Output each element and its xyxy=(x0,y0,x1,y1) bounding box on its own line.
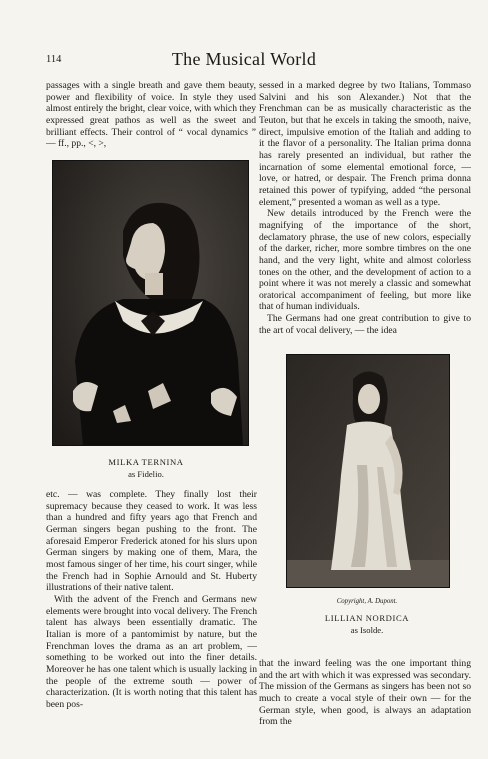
column-left-bottom xyxy=(46,489,257,755)
caption-ternina xyxy=(86,456,206,480)
column-right-bottom xyxy=(259,658,471,758)
paragraph: that the inward feeling was the one important thing and the art with which it was expressed was secondary. The mission of the Germans as singers has been not so much to create a vocal style of their own — for the German style, when good, is always an adaptation from the xyxy=(259,658,471,728)
page-number: 114 xyxy=(46,54,62,65)
caption-role: as Isolde. xyxy=(350,625,384,635)
paragraph: The Germans had one great contribution to give to the art of vocal delivery, — the idea xyxy=(259,313,471,336)
caption-nordica xyxy=(300,597,434,636)
paragraph: etc. — was complete. They finally lost their supremacy because they ceased to work. It was less than a hundred and fifty years ago that French and German singers began pushing to the front. The aforesaid Emperor Frederick atoned for his slurs upon German singers by making one of them, Mara, the most famous singer of her time, his court singer, while the French had in Sophie Arnould and St. Huberty illustrations of their native talent. xyxy=(46,489,257,594)
portrait-figure-nordica xyxy=(287,355,449,587)
paragraph: sessed in a marked degree by two Italians, Tommaso Salvini and his son Alexander.) Not that the Frenchman can be as musically characteristic as the Teuton, but that he excels in taking the smooth, naive, direct, impulsive emotion of the Italiah and adding to it the flavor of a personality. The Italian prima donna has rarely presented an individual, but rather the incarnation of some elemental emotional force, — love, or hatred, or despair. The French prima donna retained this power of typifying, added “the personal element,” presented a woman as well as a type. xyxy=(259,80,471,208)
paragraph: New details introduced by the French were the magnifying of the importance of the short, declamatory phrase, the use of new colors, especially of the darker, richer, more sombre timbres on the one hand, and the very light, white and almost colorless tones on the other, and the development of action to a point where it was not merely a classic and somewhat oratorical accompaniment of feeling, but more like that of human individuals. xyxy=(259,208,471,313)
column-right-top xyxy=(259,80,471,358)
photo-lillian-nordica xyxy=(286,354,450,588)
portrait-figure-ternina xyxy=(53,161,248,445)
caption-role: as Fidelio. xyxy=(128,469,164,479)
caption-name: MILKA TERNINA xyxy=(108,457,184,467)
photo-credit: Copyright, A. Dupont. xyxy=(336,598,398,605)
paragraph: With the advent of the French and Germans new elements were brought into vocal delivery. The French talent has always been essentially dramatic. The Italian is more of a pantomimist by nature, but the Frenchman loves the drama as an art problem, — something to be worked out into the finer details. Moreover he has one talent which is usually lacking in the people of the extreme south — power of characterization. (It is worth noting that this talent has been pos- xyxy=(46,593,257,710)
photo-milka-ternina xyxy=(52,160,249,446)
caption-name: LILLIAN NORDICA xyxy=(324,613,410,623)
column-left-top xyxy=(46,80,256,160)
running-head-title: The Musical World xyxy=(171,49,317,69)
paragraph: passages with a single breath and gave them beauty, power and flexibility of voice. In style they used almost entirely the bright, clear voice, with which they expressed great pathos as well as the sweet and brilliant effects. Their control of “ vocal dynamics ” — ff., pp., <, >, xyxy=(46,80,256,150)
